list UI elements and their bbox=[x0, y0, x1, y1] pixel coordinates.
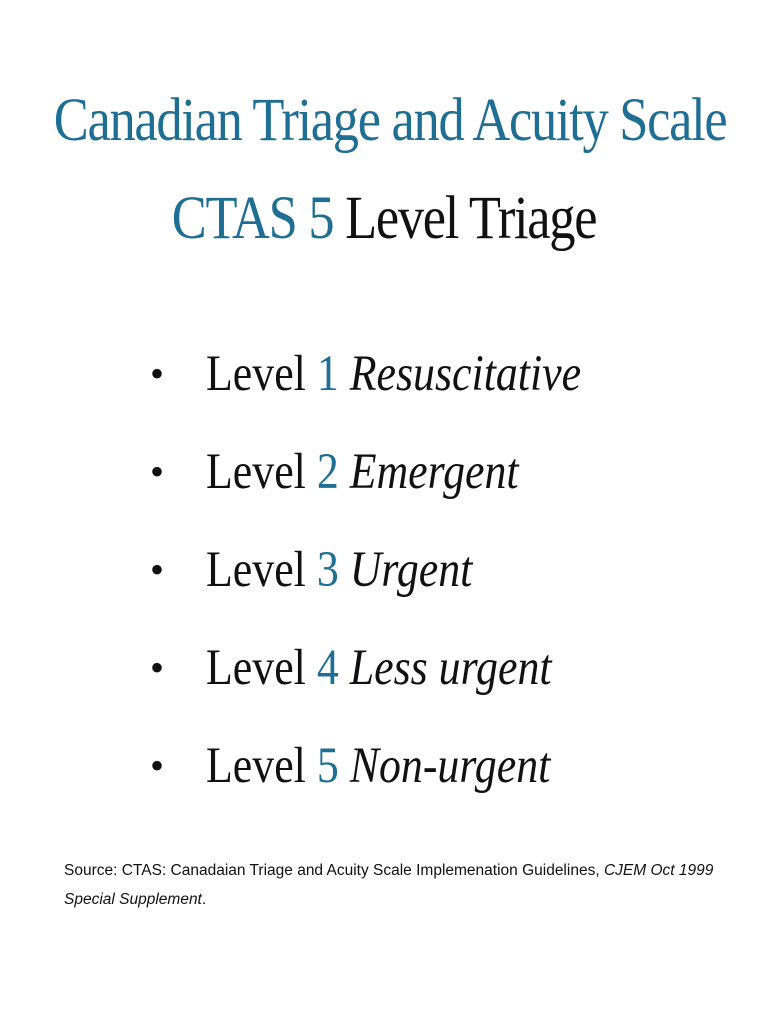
level-description: Resuscitative bbox=[349, 346, 582, 402]
level-text bbox=[206, 626, 552, 710]
level-text bbox=[206, 332, 581, 416]
bullet-icon: • bbox=[150, 547, 165, 592]
title-line-1: Canadian Triage and Acuity Scale bbox=[53, 87, 727, 154]
level-description: Emergent bbox=[349, 444, 519, 500]
source-citation bbox=[64, 856, 744, 914]
level-prefix: Level bbox=[206, 738, 306, 794]
list-item-level-2 bbox=[150, 430, 642, 528]
list-item-level-3 bbox=[150, 528, 642, 626]
bullet-icon: • bbox=[150, 449, 165, 494]
level-description: Urgent bbox=[349, 542, 473, 598]
bullet-icon: • bbox=[150, 743, 165, 788]
bullet-icon: • bbox=[150, 645, 165, 690]
source-journal: CJEM Oct 1999 Special Supplement bbox=[64, 862, 714, 908]
list-item-level-4 bbox=[150, 626, 642, 724]
level-text bbox=[206, 724, 550, 808]
level-prefix: Level bbox=[206, 346, 306, 402]
source-text: Source: CTAS: Canadaian Triage and Acuity Scale Implemenation Guidelines, bbox=[64, 862, 604, 879]
level-number: 1 bbox=[316, 346, 339, 402]
level-description: Less urgent bbox=[349, 640, 552, 696]
level-prefix: Level bbox=[206, 640, 306, 696]
title-ctas-label: CTAS 5 bbox=[171, 185, 334, 252]
level-number: 2 bbox=[316, 444, 339, 500]
bullet-icon: • bbox=[150, 351, 165, 396]
level-number: 4 bbox=[316, 640, 339, 696]
triage-level-list bbox=[150, 332, 642, 822]
title-line-2 bbox=[54, 170, 714, 268]
level-prefix: Level bbox=[206, 542, 306, 598]
level-number: 3 bbox=[316, 542, 339, 598]
slide-title bbox=[0, 72, 768, 268]
source-end: . bbox=[201, 891, 207, 908]
title-level-triage: Level Triage bbox=[345, 185, 597, 252]
list-item-level-5 bbox=[150, 724, 642, 822]
level-prefix: Level bbox=[206, 444, 306, 500]
level-number: 5 bbox=[316, 738, 339, 794]
level-text bbox=[206, 528, 472, 612]
level-text bbox=[206, 430, 519, 514]
level-description: Non-urgent bbox=[349, 738, 551, 794]
list-item-level-1 bbox=[150, 332, 642, 430]
